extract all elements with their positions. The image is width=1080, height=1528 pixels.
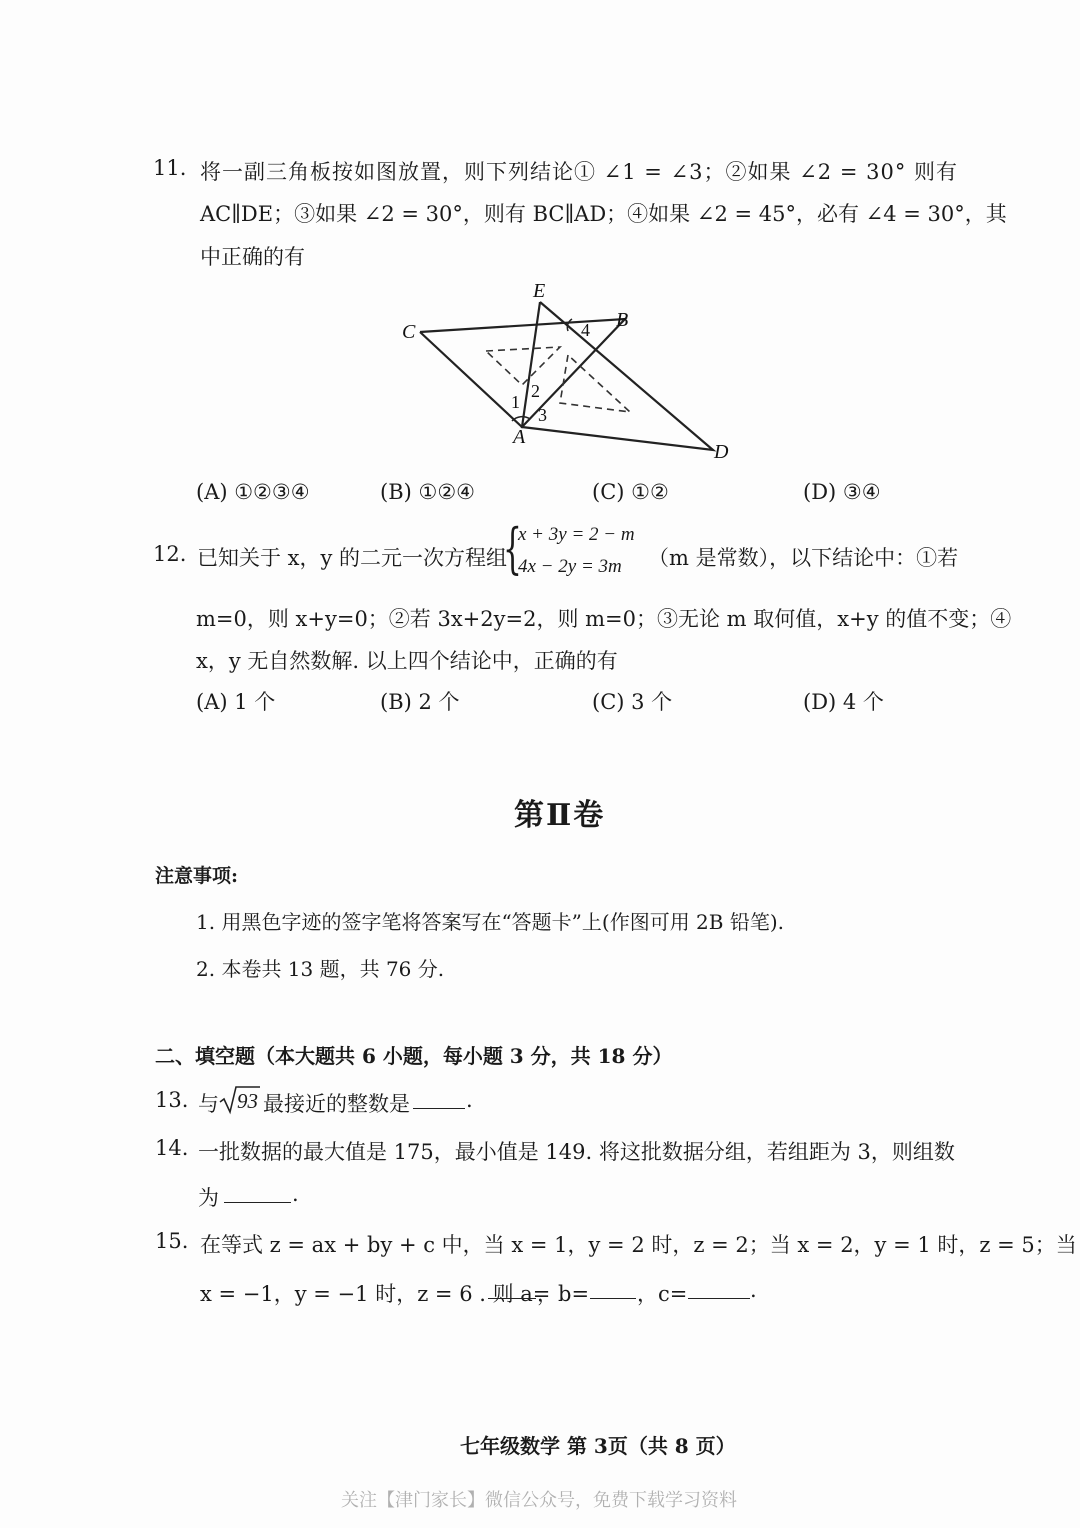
q12-intro: 已知关于 x，y 的二元一次方程组 — [197, 546, 508, 570]
q14-line2-pre: 为 — [198, 1186, 219, 1210]
q11-line2: AC∥DE；③如果 ∠2 = 30°，则有 BC∥AD；④如果 ∠2 = 45°，必有 ∠4 = 30°，其 — [200, 202, 1007, 226]
label-D: D — [714, 441, 729, 463]
q13-post: 最接近的整数是 — [263, 1092, 410, 1116]
q14-answer-blank[interactable] — [224, 1184, 291, 1203]
q12-number: 12. — [153, 542, 187, 566]
q13-radicand: 93 — [237, 1089, 258, 1113]
system-brace: { — [503, 517, 522, 580]
q12-after: （m 是常数），以下结论中：①若 — [648, 546, 959, 570]
notice-1: 1. 用黑色字迹的签字笔将答案写在“答题卡”上(作图可用 2B 铅笔). — [196, 910, 784, 934]
q12-option-a: (A) 1 个 — [196, 690, 276, 714]
angle-3-label: 3 — [538, 405, 547, 425]
q15-end: . — [750, 1278, 757, 1302]
q12-option-c: (C) 3 个 — [592, 690, 673, 714]
q12-eq2: 4x − 2y = 3m — [518, 556, 622, 577]
q11-number: 11. — [153, 156, 187, 180]
q13-end: . — [466, 1088, 473, 1112]
q15-line2-pre: x = −1，y = −1 时，z = 6 . 则 a= — [200, 1282, 551, 1306]
q14-number: 14. — [155, 1136, 189, 1160]
q11-option-b: (B) ①②④ — [380, 480, 475, 504]
q12-option-b: (B) 2 个 — [380, 690, 460, 714]
part-heading: 二、填空题（本大题共 6 小题，每小题 3 分，共 18 分） — [155, 1044, 673, 1068]
q15-c-blank[interactable] — [688, 1280, 750, 1299]
label-B: B — [616, 309, 629, 331]
q12-line2: m=0，则 x+y=0；②若 3x+2y=2，则 m=0；③无论 m 取何值，x+y 的值不变；④ — [196, 607, 1012, 631]
q15-b-label: ，b= — [537, 1282, 590, 1306]
angle-4-label: 4 — [581, 320, 590, 340]
label-E: E — [533, 280, 546, 302]
q11-line3: 中正确的有 — [200, 245, 305, 269]
q11-figure — [390, 275, 750, 470]
q14-line1: 一批数据的最大值是 175，最小值是 149. 将这批数据分组，若组距为 3，则组数 — [198, 1140, 955, 1164]
notice-heading: 注意事项: — [155, 865, 239, 887]
q14-end: . — [292, 1182, 299, 1206]
label-A: A — [513, 426, 526, 448]
page-footer: 七年级数学 第 3页（共 8 页） — [460, 1434, 736, 1458]
angle-2-label: 2 — [531, 381, 540, 401]
q15-number: 15. — [155, 1229, 189, 1253]
angle-1-label: 1 — [511, 392, 520, 412]
label-C: C — [402, 321, 416, 343]
q12-eq1: x + 3y = 2 − m — [518, 524, 635, 545]
watermark: 关注【津门家长】微信公众号，免费下载学习资料 — [341, 1490, 737, 1511]
q11-option-c: (C) ①② — [592, 480, 669, 504]
q12-line3: x，y 无自然数解. 以上四个结论中，正确的有 — [196, 649, 618, 673]
q12-option-d: (D) 4 个 — [803, 690, 884, 714]
q13-number: 13. — [155, 1088, 189, 1112]
q15-b-blank[interactable] — [590, 1280, 636, 1299]
q15-line1: 在等式 z = ax + by + c 中，当 x = 1，y = 2 时，z = 2；当 x = 2，y = 1 时，z = 5；当 — [200, 1233, 1077, 1257]
q11-line1: 将一副三角板按如图放置，则下列结论① ∠1 = ∠3；②如果 ∠2 = 30° 则有 — [200, 160, 959, 184]
q11-option-d: (D) ③④ — [803, 480, 881, 504]
notice-2: 2. 本卷共 13 题，共 76 分. — [196, 957, 445, 981]
q13-answer-blank[interactable] — [413, 1090, 465, 1109]
q15-a-blank[interactable] — [488, 1280, 536, 1299]
q11-option-a: (A) ①②③④ — [196, 480, 310, 504]
q15-c-label: ，c= — [637, 1282, 688, 1306]
section-title: 第Ⅱ卷 — [514, 798, 606, 833]
q13-pre: 与 — [198, 1092, 219, 1116]
